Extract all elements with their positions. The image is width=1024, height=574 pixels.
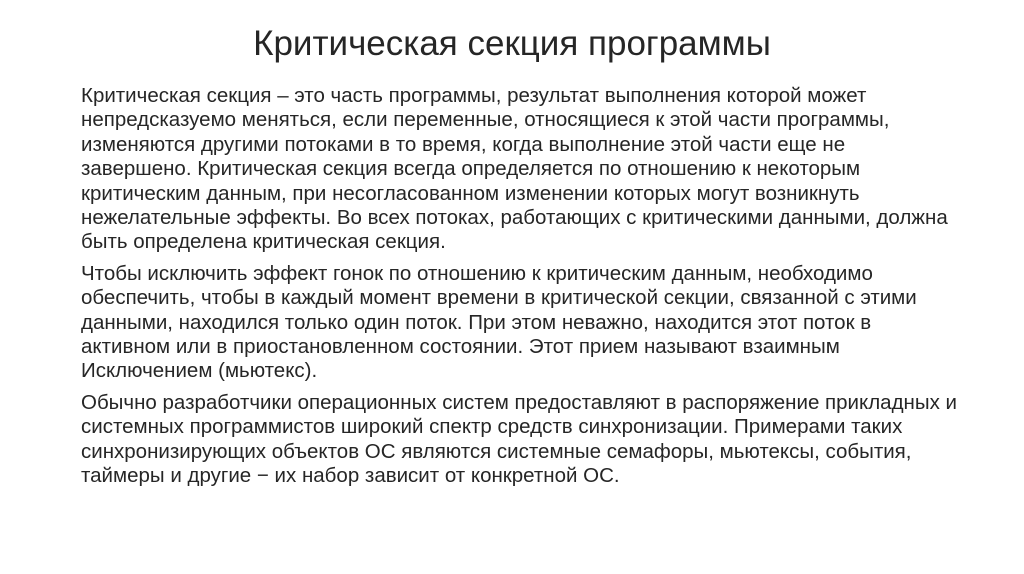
slide-body [81,84,961,496]
paragraph-sync-objects: Обычно разработчики операционных систем предоставляют в распоряжение прикладных и системных программистов широкий спектр средств синхронизации. Примерами таких синхронизирующих объектов ОС являются системные семафоры, мьютексы, события, таймеры и другие − их набор зависит от конкретной ОС. [81,390,957,488]
slide-title: Критическая секция программы [253,24,771,63]
paragraph-critical-section-definition: Критическая секция – это часть программы, результат выполнения которой может непредсказуемо меняться, если переменные, относящиеся к этой части программы, изменяются другими потоками в то время, когда выполнение этой части еще не завершено. Критическая секция всегда определяется по отношению к некоторым критическим данным, при несогласованном изменении которых могут возникнуть нежелательные эффекты. Во всех потоках, работающих с критическими данными, должна быть определена критическая секция. [81,84,948,254]
paragraph-mutual-exclusion: Чтобы исключить эффект гонок по отношению к критическим данным, необходимо обеспечить, чтобы в каждый момент времени в критической секции, связанной с этими данными, находился только один поток. При этом неважно, находится этот поток в активном или в приостановленном состоянии. Этот прием называют взаимным Исключением (мьютекс). [81,261,917,383]
